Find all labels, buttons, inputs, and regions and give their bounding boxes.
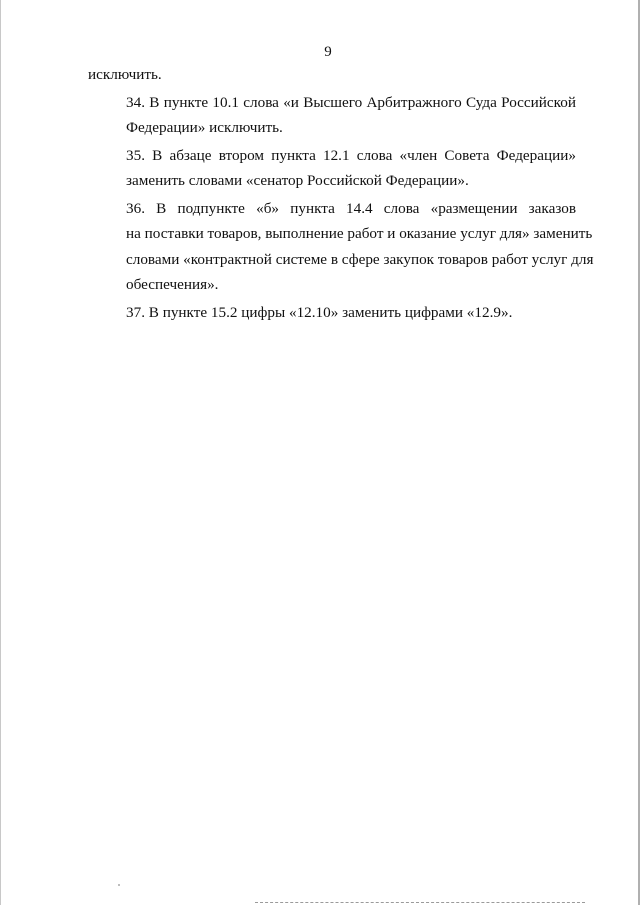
paragraph-line: 36. В подпункте «б» пункта 14.4 слова «размещении заказов: [126, 199, 576, 217]
page-number: 9: [324, 44, 332, 60]
paragraph-item-35: [88, 143, 576, 194]
paragraph-line: Федерации» исключить.: [126, 119, 283, 136]
paragraph-line: 35. В абзаце втором пункта 12.1 слова «член Совета Федерации»: [126, 146, 576, 164]
scan-left-edge: [0, 0, 1, 905]
scan-bottom-edge: [255, 901, 585, 903]
paragraph-item-34: [88, 90, 576, 141]
scan-speck: [118, 884, 120, 886]
paragraph-item-36: [88, 196, 594, 298]
paragraph-item-37: [88, 300, 576, 326]
paragraph-line: исключить.: [88, 66, 162, 83]
paragraph-line: 34. В пункте 10.1 слова «и Высшего Арбитражного Суда Российской: [126, 93, 576, 111]
document-body: [88, 62, 594, 327]
paragraph-line: 37. В пункте 15.2 цифры «12.10» заменить цифрами «12.9».: [126, 303, 513, 321]
paragraph-line: на поставки товаров, выполнение работ и оказание услуг для» заменить: [126, 225, 593, 242]
paragraph-line: обеспечения».: [126, 276, 219, 293]
paragraph-continuation: [88, 62, 576, 88]
paragraph-line: заменить словами «сенатор Российской Федерации».: [126, 172, 469, 189]
paragraph-line: словами «контрактной системе в сфере закупок товаров работ услуг для: [126, 250, 594, 268]
